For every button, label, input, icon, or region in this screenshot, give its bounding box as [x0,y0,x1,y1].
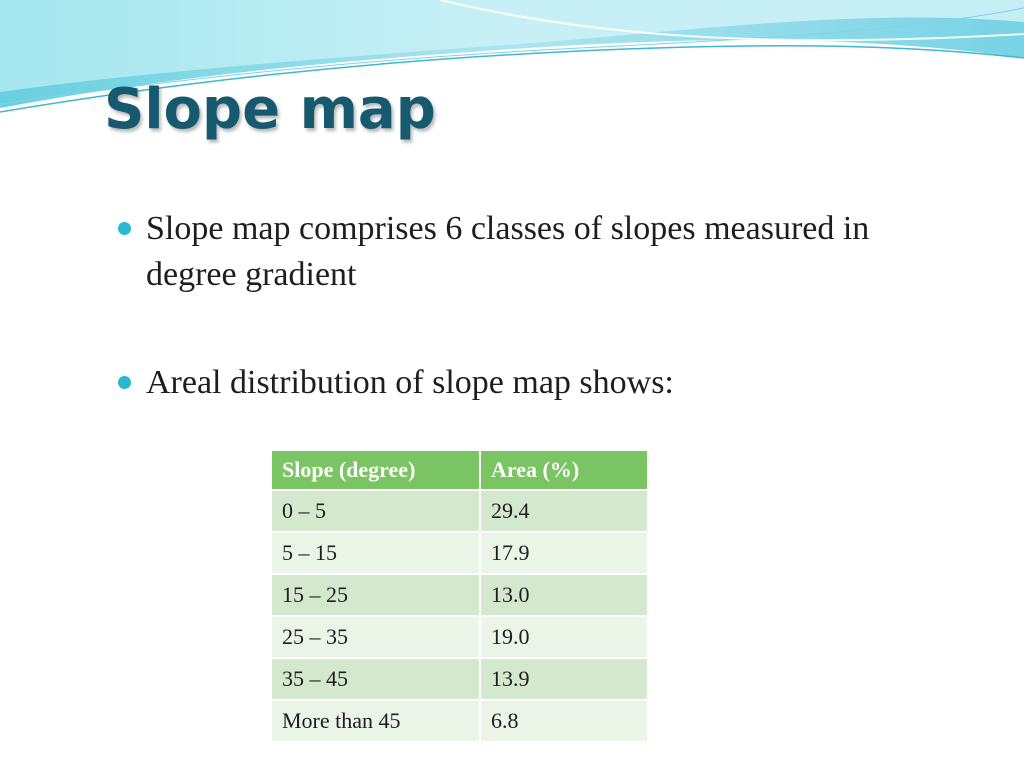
table-row [271,574,648,616]
area-cell: 13.0 [480,574,648,616]
column-header-slope: Slope (degree) [271,450,480,490]
slope-area-table [270,449,649,743]
slope-cell: 15 – 25 [271,574,480,616]
bullet-dot-icon [118,376,131,389]
slope-cell: 5 – 15 [271,532,480,574]
slope-cell: More than 45 [271,700,480,742]
table-header-row [271,450,648,490]
slope-cell: 0 – 5 [271,490,480,532]
table-row [271,616,648,658]
bullet-list [116,206,896,406]
bullet-text: Areal distribution of slope map shows: [146,364,674,401]
bullet-text: Slope map comprises 6 classes of slopes measured in degree gradient [146,210,870,293]
area-cell: 17.9 [480,532,648,574]
slope-cell: 35 – 45 [271,658,480,700]
area-cell: 13.9 [480,658,648,700]
bullet-item [116,360,896,406]
table-row [271,658,648,700]
bullet-item [116,206,896,298]
table-row [271,490,648,532]
area-cell: 19.0 [480,616,648,658]
area-cell: 6.8 [480,700,648,742]
table-row [271,532,648,574]
bullet-dot-icon [118,222,131,235]
area-cell: 29.4 [480,490,648,532]
table-row [271,700,648,742]
slide-title: Slope map [104,77,436,142]
column-header-area: Area (%) [480,450,648,490]
slope-cell: 25 – 35 [271,616,480,658]
